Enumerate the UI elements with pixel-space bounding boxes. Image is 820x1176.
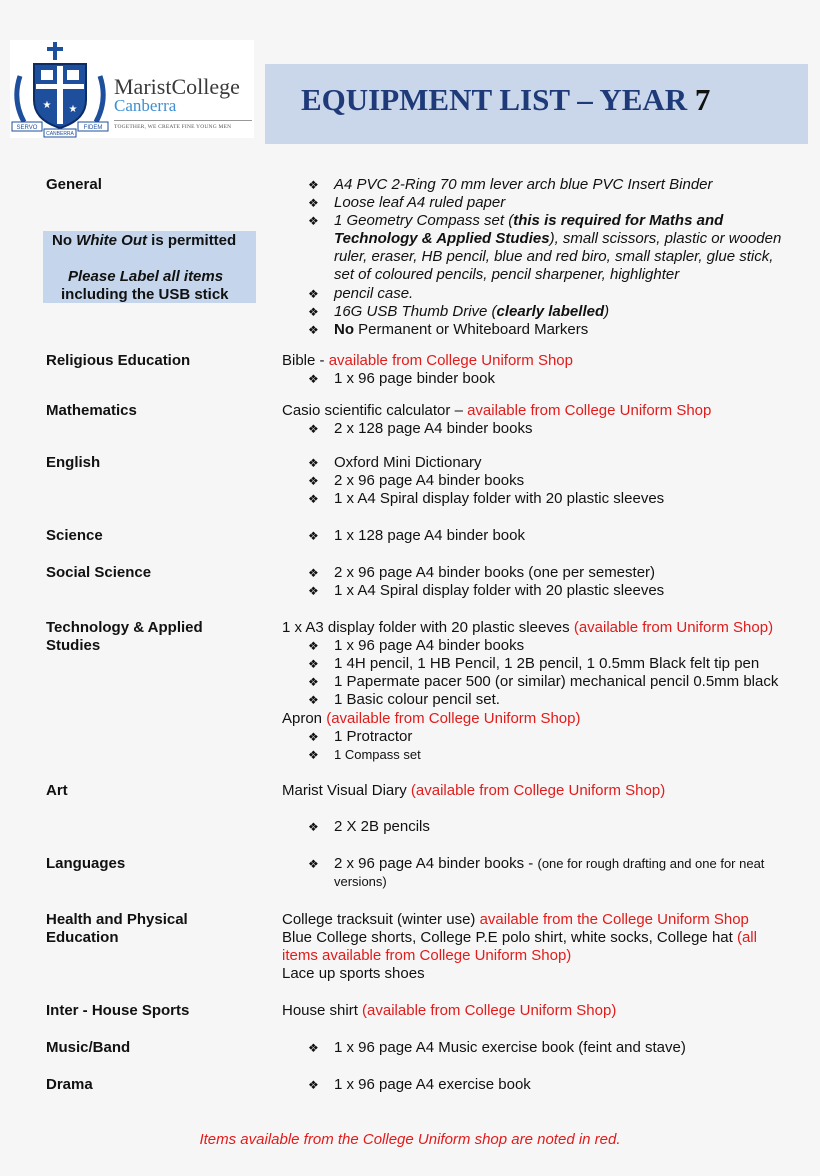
bullet-icon: ❖ [308, 748, 319, 762]
school-logo [10, 40, 254, 138]
health-line [282, 929, 757, 947]
notice-text: No [52, 232, 77, 249]
bullet-icon: ❖ [308, 693, 319, 707]
art-line [282, 782, 665, 800]
science-item: 1 x 128 page A4 binder book [334, 527, 525, 544]
tech-item: 1 x 96 page A4 binder books [334, 637, 525, 654]
general-item [334, 321, 588, 339]
label-social: Social Science [46, 564, 152, 581]
general-emphasis: this is required for Maths and [513, 212, 724, 229]
bullet-icon: ❖ [308, 857, 319, 871]
tech-item: 1 Protractor [334, 728, 413, 745]
house-line [282, 1002, 616, 1020]
general-item-cont: set of coloured pencils, pencil sharpener, highlighter [334, 266, 680, 283]
bullet-icon: ❖ [308, 492, 319, 506]
bullet-icon: ❖ [308, 820, 319, 834]
bullet-icon: ❖ [308, 529, 319, 543]
general-emphasis: clearly labelled [496, 303, 605, 320]
logo-divider [114, 120, 252, 121]
label-languages: Languages [46, 855, 126, 872]
notice-emphasis: White Out [76, 232, 147, 249]
label-maths: Mathematics [46, 402, 137, 419]
bullet-icon: ❖ [308, 422, 319, 436]
english-item: Oxford Mini Dictionary [334, 454, 482, 471]
item-text: Apron [282, 710, 327, 727]
general-text: Permanent or Whiteboard Markers [354, 321, 589, 338]
tech-line [282, 710, 580, 728]
label-english: English [46, 454, 101, 471]
item-text: 2 x 96 page A4 binder books - [334, 855, 538, 872]
shop-note: (available from College Uniform Shop) [362, 1002, 617, 1019]
english-item: 2 x 96 page A4 binder books [334, 472, 525, 489]
general-item-cont: ruler, eraser, HB pencil, blue and red biro, small stapler, glue stick, [334, 248, 774, 265]
health-line: items available from College Uniform Shop) [282, 947, 572, 964]
tech-item: 1 Compass set [334, 747, 421, 762]
item-text: 1 x A3 display folder with 20 plastic sleeves [282, 619, 574, 636]
crest-text-right: FIDEM [83, 125, 103, 131]
general-item: A4 PVC 2-Ring 70 mm lever arch blue PVC Insert Binder [334, 176, 713, 193]
general-item [334, 303, 609, 321]
label-tech-cont: Studies [46, 637, 101, 654]
label-tech: Technology & Applied [46, 619, 203, 636]
bullet-icon: ❖ [308, 305, 319, 319]
crest-text-bottom: CANBERRA [46, 131, 74, 137]
item-text: Bible - [282, 352, 329, 369]
label-religious: Religious Education [46, 352, 191, 369]
shop-note: available from College Uniform Shop [328, 352, 573, 369]
notice-line2: Please Label all items [68, 268, 224, 285]
label-house: Inter - House Sports [46, 1002, 190, 1019]
general-text: ), small scissors, plastic or wooden [549, 230, 782, 247]
maths-line [282, 402, 711, 420]
shop-note: (available from Uniform Shop) [573, 619, 774, 636]
label-science: Science [46, 527, 103, 544]
bullet-icon: ❖ [308, 1041, 319, 1055]
bullet-icon: ❖ [308, 372, 319, 386]
item-text: Blue College shorts, College P.E polo shirt, white socks, College hat [282, 929, 737, 946]
shop-note: available from College Uniform Shop [467, 402, 712, 419]
item-note: (one for rough drafting and one for neat [537, 856, 765, 871]
shop-note: (available from College Uniform Shop) [326, 710, 581, 727]
general-item-cont [334, 230, 781, 248]
bullet-icon: ❖ [308, 474, 319, 488]
bullet-icon: ❖ [308, 566, 319, 580]
shop-note: (available from College Uniform Shop) [410, 782, 666, 799]
label-music: Music/Band [46, 1039, 131, 1056]
label-art: Art [46, 782, 68, 799]
bullet-icon: ❖ [308, 584, 319, 598]
bullet-icon: ❖ [308, 214, 319, 228]
footer-note: Items available from the College Uniform shop are noted in red. [199, 1131, 621, 1148]
notice-line1 [52, 232, 236, 250]
item-text: College tracksuit (winter use) [282, 911, 480, 928]
social-item: 1 x A4 Spiral display folder with 20 plastic sleeves [334, 582, 665, 599]
general-item: Loose leaf A4 ruled paper [334, 194, 506, 211]
school-name: MaristCollege [114, 74, 240, 99]
notice-line3: including the USB stick [61, 286, 229, 303]
label-health-cont: Education [46, 929, 119, 946]
general-emphasis: No [334, 321, 354, 338]
item-text: Marist Visual Diary [282, 782, 411, 799]
page-title [301, 82, 710, 118]
shop-note: available from the College Uniform Shop [479, 911, 749, 928]
bullet-icon: ❖ [308, 1078, 319, 1092]
notice-text: is permitted [147, 232, 237, 249]
religious-line [282, 352, 573, 370]
health-line: Lace up sports shoes [282, 965, 425, 982]
general-emphasis: Technology & Applied Studies [334, 230, 550, 247]
item-text: House shirt [282, 1002, 363, 1019]
general-text: ) [604, 303, 610, 320]
bullet-icon: ❖ [308, 730, 319, 744]
bullet-icon: ❖ [308, 657, 319, 671]
drama-item: 1 x 96 page A4 exercise book [334, 1076, 531, 1093]
bullet-icon: ❖ [308, 456, 319, 470]
religious-item: 1 x 96 page binder book [334, 370, 495, 387]
school-motto: TOGETHER, WE CREATE FINE YOUNG MEN [114, 124, 232, 130]
general-text: 1 Geometry Compass set ( [334, 212, 514, 229]
label-drama: Drama [46, 1076, 93, 1093]
tech-item: 1 Papermate pacer 500 (or similar) mechanical pencil 0.5mm black [334, 673, 779, 690]
bullet-icon: ❖ [308, 675, 319, 689]
bullet-icon: ❖ [308, 287, 319, 301]
social-item: 2 x 96 page A4 binder books (one per semester) [334, 564, 656, 581]
title-text: EQUIPMENT LIST – YEAR [301, 82, 695, 117]
languages-item-cont: versions) [334, 874, 387, 889]
bullet-icon: ❖ [308, 639, 319, 653]
tech-item: 1 4H pencil, 1 HB Pencil, 1 2B pencil, 1 0.5mm Black felt tip pen [334, 655, 760, 672]
english-item: 1 x A4 Spiral display folder with 20 plastic sleeves [334, 490, 665, 507]
art-item: 2 X 2B pencils [334, 818, 430, 835]
title-year: 7 [694, 82, 711, 117]
label-health: Health and Physical [46, 911, 188, 928]
bullet-icon: ❖ [308, 178, 319, 192]
general-item: pencil case. [334, 285, 414, 302]
languages-item [334, 855, 764, 873]
school-crest-icon [10, 40, 110, 138]
general-item [334, 212, 723, 230]
bullet-icon: ❖ [308, 196, 319, 210]
label-general: General [46, 176, 102, 193]
music-item: 1 x 96 page A4 Music exercise book (feint and stave) [334, 1039, 686, 1056]
svg-text:★: ★ [68, 104, 78, 115]
tech-item: 1 Basic colour pencil set. [334, 691, 500, 708]
shop-note: (all [736, 929, 757, 946]
svg-text:★: ★ [42, 100, 52, 111]
bullet-icon: ❖ [308, 323, 319, 337]
health-line [282, 911, 749, 929]
maths-item: 2 x 128 page A4 binder books [334, 420, 533, 437]
crest-text-left: SERVO [16, 125, 38, 131]
general-text: 16G USB Thumb Drive ( [334, 303, 497, 320]
school-location: Canberra [114, 96, 177, 115]
item-text: Casio scientific calculator – [282, 402, 468, 419]
tech-line [282, 619, 773, 637]
